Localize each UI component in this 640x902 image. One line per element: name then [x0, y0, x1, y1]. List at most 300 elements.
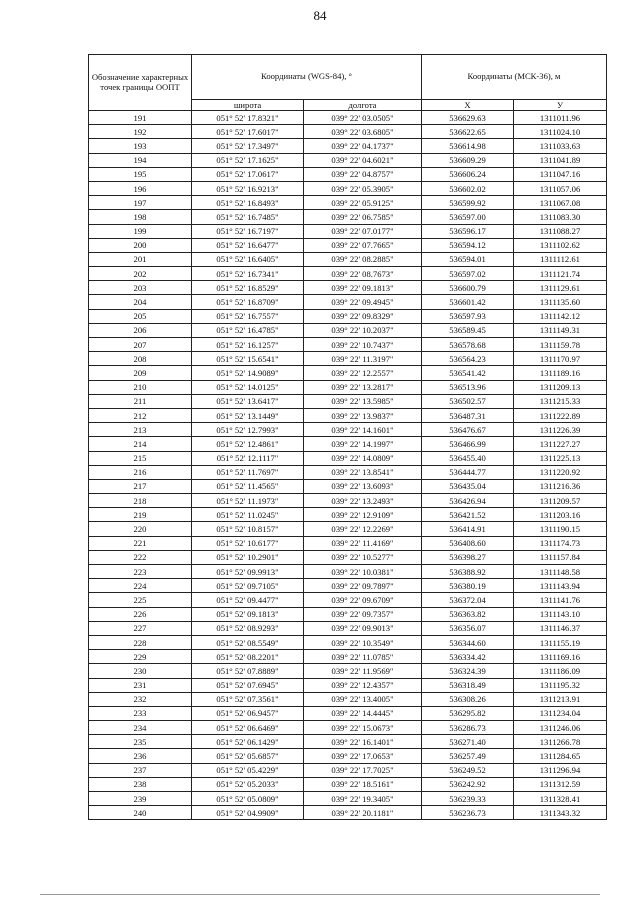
y-cell: 1311186.09 — [514, 664, 607, 678]
longitude-cell: 039° 22' 09.8329" — [304, 309, 422, 323]
y-cell: 1311189.16 — [514, 366, 607, 380]
x-cell: 536257.49 — [422, 749, 514, 763]
point-number-cell: 204 — [89, 295, 192, 309]
y-cell: 1311024.10 — [514, 125, 607, 139]
longitude-cell: 039° 22' 09.4945" — [304, 295, 422, 309]
longitude-cell: 039° 22' 09.1813" — [304, 281, 422, 295]
y-cell: 1311157.84 — [514, 550, 607, 564]
latitude-cell: 051° 52' 14.0125" — [192, 380, 304, 394]
point-number-cell: 202 — [89, 267, 192, 281]
point-number-cell: 207 — [89, 338, 192, 352]
x-cell: 536614.98 — [422, 139, 514, 153]
table-row — [89, 338, 607, 352]
x-cell: 536344.60 — [422, 635, 514, 649]
latitude-cell: 051° 52' 06.9457" — [192, 706, 304, 720]
point-number-cell: 201 — [89, 252, 192, 266]
table-row — [89, 522, 607, 536]
x-cell: 536629.63 — [422, 111, 514, 125]
longitude-cell: 039° 22' 19.3405" — [304, 792, 422, 806]
latitude-cell: 051° 52' 17.8321" — [192, 111, 304, 125]
x-cell: 536597.00 — [422, 210, 514, 224]
point-number-cell: 229 — [89, 650, 192, 664]
longitude-cell: 039° 22' 12.4357" — [304, 678, 422, 692]
header-wgs84: Координаты (WGS-84), ° — [192, 55, 422, 100]
table-row — [89, 565, 607, 579]
latitude-cell: 051° 52' 16.7341" — [192, 267, 304, 281]
latitude-cell: 051° 52' 04.9909" — [192, 806, 304, 820]
latitude-cell: 051° 52' 06.6469" — [192, 721, 304, 735]
table-row — [89, 295, 607, 309]
x-cell: 536502.57 — [422, 394, 514, 408]
y-cell: 1311312.59 — [514, 777, 607, 791]
x-cell: 536541.42 — [422, 366, 514, 380]
table-row — [89, 210, 607, 224]
y-cell: 1311141.76 — [514, 593, 607, 607]
latitude-cell: 051° 52' 11.4565" — [192, 479, 304, 493]
table-row — [89, 167, 607, 181]
x-cell: 536622.65 — [422, 125, 514, 139]
latitude-cell: 051° 52' 16.7557" — [192, 309, 304, 323]
x-cell: 536239.33 — [422, 792, 514, 806]
x-cell: 536487.31 — [422, 408, 514, 422]
y-cell: 1311222.89 — [514, 408, 607, 422]
latitude-cell: 051° 52' 08.5549" — [192, 635, 304, 649]
table-row — [89, 749, 607, 763]
y-cell: 1311226.39 — [514, 423, 607, 437]
subheader-latitude: широта — [192, 100, 304, 111]
longitude-cell: 039° 22' 13.2493" — [304, 494, 422, 508]
table-row — [89, 408, 607, 422]
longitude-cell: 039° 22' 14.4445" — [304, 706, 422, 720]
point-number-cell: 206 — [89, 323, 192, 337]
longitude-cell: 039° 22' 13.4005" — [304, 692, 422, 706]
x-cell: 536599.92 — [422, 196, 514, 210]
table-row — [89, 763, 607, 777]
page-bottom-divider — [40, 894, 600, 895]
point-number-cell: 226 — [89, 607, 192, 621]
x-cell: 536242.92 — [422, 777, 514, 791]
x-cell: 536398.27 — [422, 550, 514, 564]
latitude-cell: 051° 52' 11.0245" — [192, 508, 304, 522]
x-cell: 536318.49 — [422, 678, 514, 692]
longitude-cell: 039° 22' 17.0653" — [304, 749, 422, 763]
latitude-cell: 051° 52' 05.4229" — [192, 763, 304, 777]
longitude-cell: 039° 22' 08.7673" — [304, 267, 422, 281]
longitude-cell: 039° 22' 10.2037" — [304, 323, 422, 337]
latitude-cell: 051° 52' 16.1257" — [192, 338, 304, 352]
longitude-cell: 039° 22' 14.1601" — [304, 423, 422, 437]
y-cell: 1311190.15 — [514, 522, 607, 536]
point-number-cell: 199 — [89, 224, 192, 238]
table-row — [89, 664, 607, 678]
point-number-cell: 237 — [89, 763, 192, 777]
latitude-cell: 051° 52' 16.8529" — [192, 281, 304, 295]
x-cell: 536589.45 — [422, 323, 514, 337]
table-row — [89, 621, 607, 635]
point-number-cell: 232 — [89, 692, 192, 706]
point-number-cell: 238 — [89, 777, 192, 791]
y-cell: 1311213.91 — [514, 692, 607, 706]
x-cell: 536466.99 — [422, 437, 514, 451]
longitude-cell: 039° 22' 08.2885" — [304, 252, 422, 266]
longitude-cell: 039° 22' 15.0673" — [304, 721, 422, 735]
longitude-cell: 039° 22' 14.0809" — [304, 451, 422, 465]
y-cell: 1311227.27 — [514, 437, 607, 451]
table-row — [89, 423, 607, 437]
longitude-cell: 039° 22' 05.9125" — [304, 196, 422, 210]
table-row — [89, 494, 607, 508]
latitude-cell: 051° 52' 10.6177" — [192, 536, 304, 550]
y-cell: 1311155.19 — [514, 635, 607, 649]
point-number-cell: 224 — [89, 579, 192, 593]
point-number-cell: 216 — [89, 465, 192, 479]
longitude-cell: 039° 22' 03.0505" — [304, 111, 422, 125]
x-cell: 536249.52 — [422, 763, 514, 777]
y-cell: 1311296.94 — [514, 763, 607, 777]
point-number-cell: 194 — [89, 153, 192, 167]
point-number-cell: 213 — [89, 423, 192, 437]
x-cell: 536334.42 — [422, 650, 514, 664]
point-number-cell: 193 — [89, 139, 192, 153]
longitude-cell: 039° 22' 18.5161" — [304, 777, 422, 791]
point-number-cell: 223 — [89, 565, 192, 579]
point-number-cell: 221 — [89, 536, 192, 550]
table-row — [89, 181, 607, 195]
latitude-cell: 051° 52' 17.3497" — [192, 139, 304, 153]
y-cell: 1311225.13 — [514, 451, 607, 465]
x-cell: 536444.77 — [422, 465, 514, 479]
subheader-y: У — [514, 100, 607, 111]
longitude-cell: 039° 22' 12.9109" — [304, 508, 422, 522]
subheader-x: X — [422, 100, 514, 111]
y-cell: 1311135.60 — [514, 295, 607, 309]
x-cell: 536609.29 — [422, 153, 514, 167]
longitude-cell: 039° 22' 13.8541" — [304, 465, 422, 479]
table-row — [89, 238, 607, 252]
latitude-cell: 051° 52' 08.2201" — [192, 650, 304, 664]
x-cell: 536363.82 — [422, 607, 514, 621]
latitude-cell: 051° 52' 13.1449" — [192, 408, 304, 422]
y-cell: 1311129.61 — [514, 281, 607, 295]
point-number-cell: 192 — [89, 125, 192, 139]
y-cell: 1311159.78 — [514, 338, 607, 352]
point-number-cell: 210 — [89, 380, 192, 394]
longitude-cell: 039° 22' 04.6021" — [304, 153, 422, 167]
latitude-cell: 051° 52' 07.3561" — [192, 692, 304, 706]
point-number-cell: 217 — [89, 479, 192, 493]
latitude-cell: 051° 52' 16.7197" — [192, 224, 304, 238]
x-cell: 536372.04 — [422, 593, 514, 607]
y-cell: 1311057.06 — [514, 181, 607, 195]
table-row — [89, 451, 607, 465]
longitude-cell: 039° 22' 10.7437" — [304, 338, 422, 352]
longitude-cell: 039° 22' 10.3549" — [304, 635, 422, 649]
point-number-cell: 230 — [89, 664, 192, 678]
x-cell: 536421.52 — [422, 508, 514, 522]
x-cell: 536380.19 — [422, 579, 514, 593]
x-cell: 536236.73 — [422, 806, 514, 820]
table-row — [89, 479, 607, 493]
y-cell: 1311143.10 — [514, 607, 607, 621]
point-number-cell: 239 — [89, 792, 192, 806]
y-cell: 1311149.31 — [514, 323, 607, 337]
point-number-cell: 219 — [89, 508, 192, 522]
table-row — [89, 323, 607, 337]
latitude-cell: 051° 52' 16.8493" — [192, 196, 304, 210]
latitude-cell: 051° 52' 05.0809" — [192, 792, 304, 806]
table-row — [89, 806, 607, 820]
table-row — [89, 380, 607, 394]
point-number-cell: 220 — [89, 522, 192, 536]
point-number-cell: 196 — [89, 181, 192, 195]
longitude-cell: 039° 22' 10.0381" — [304, 565, 422, 579]
latitude-cell: 051° 52' 06.1429" — [192, 735, 304, 749]
table-row — [89, 593, 607, 607]
point-number-cell: 200 — [89, 238, 192, 252]
latitude-cell: 051° 52' 07.8889" — [192, 664, 304, 678]
table-row — [89, 139, 607, 153]
latitude-cell: 051° 52' 11.7697" — [192, 465, 304, 479]
point-number-cell: 203 — [89, 281, 192, 295]
x-cell: 536455.40 — [422, 451, 514, 465]
latitude-cell: 051° 52' 07.6945" — [192, 678, 304, 692]
point-number-cell: 231 — [89, 678, 192, 692]
y-cell: 1311067.08 — [514, 196, 607, 210]
latitude-cell: 051° 52' 16.6405" — [192, 252, 304, 266]
point-number-cell: 235 — [89, 735, 192, 749]
y-cell: 1311143.94 — [514, 579, 607, 593]
table-row — [89, 394, 607, 408]
longitude-cell: 039° 22' 11.3197" — [304, 352, 422, 366]
longitude-cell: 039° 22' 13.5985" — [304, 394, 422, 408]
x-cell: 536408.60 — [422, 536, 514, 550]
longitude-cell: 039° 22' 12.2269" — [304, 522, 422, 536]
longitude-cell: 039° 22' 04.8757" — [304, 167, 422, 181]
y-cell: 1311169.16 — [514, 650, 607, 664]
longitude-cell: 039° 22' 11.4169" — [304, 536, 422, 550]
table-row — [89, 224, 607, 238]
point-number-cell: 208 — [89, 352, 192, 366]
y-cell: 1311220.92 — [514, 465, 607, 479]
x-cell: 536476.67 — [422, 423, 514, 437]
y-cell: 1311328.41 — [514, 792, 607, 806]
coordinates-table — [88, 54, 607, 820]
point-number-cell: 197 — [89, 196, 192, 210]
latitude-cell: 051° 52' 05.2033" — [192, 777, 304, 791]
table-row — [89, 635, 607, 649]
point-number-cell: 236 — [89, 749, 192, 763]
y-cell: 1311033.63 — [514, 139, 607, 153]
point-number-cell: 234 — [89, 721, 192, 735]
x-cell: 536606.24 — [422, 167, 514, 181]
longitude-cell: 039° 22' 04.1737" — [304, 139, 422, 153]
header-designation: Обозначение характерных точек границы ООПТ — [89, 55, 192, 111]
y-cell: 1311146.37 — [514, 621, 607, 635]
longitude-cell: 039° 22' 11.9569" — [304, 664, 422, 678]
table-row — [89, 125, 607, 139]
point-number-cell: 240 — [89, 806, 192, 820]
y-cell: 1311216.36 — [514, 479, 607, 493]
table-row — [89, 678, 607, 692]
x-cell: 536601.42 — [422, 295, 514, 309]
y-cell: 1311209.13 — [514, 380, 607, 394]
point-number-cell: 212 — [89, 408, 192, 422]
x-cell: 536597.02 — [422, 267, 514, 281]
x-cell: 536356.07 — [422, 621, 514, 635]
point-number-cell: 233 — [89, 706, 192, 720]
x-cell: 536308.26 — [422, 692, 514, 706]
y-cell: 1311195.32 — [514, 678, 607, 692]
x-cell: 536594.12 — [422, 238, 514, 252]
longitude-cell: 039° 22' 16.1401" — [304, 735, 422, 749]
table-row — [89, 536, 607, 550]
longitude-cell: 039° 22' 14.1997" — [304, 437, 422, 451]
latitude-cell: 051° 52' 10.2901" — [192, 550, 304, 564]
x-cell: 536596.17 — [422, 224, 514, 238]
table-row — [89, 692, 607, 706]
y-cell: 1311083.30 — [514, 210, 607, 224]
latitude-cell: 051° 52' 16.9213" — [192, 181, 304, 195]
longitude-cell: 039° 22' 05.3905" — [304, 181, 422, 195]
longitude-cell: 039° 22' 09.7357" — [304, 607, 422, 621]
page-number: 84 — [313, 8, 327, 23]
table-row — [89, 437, 607, 451]
y-cell: 1311088.27 — [514, 224, 607, 238]
point-number-cell: 218 — [89, 494, 192, 508]
table-row — [89, 196, 607, 210]
longitude-cell: 039° 22' 07.0177" — [304, 224, 422, 238]
table-row — [89, 153, 607, 167]
latitude-cell: 051° 52' 16.7485" — [192, 210, 304, 224]
latitude-cell: 051° 52' 09.7105" — [192, 579, 304, 593]
latitude-cell: 051° 52' 05.6857" — [192, 749, 304, 763]
latitude-cell: 051° 52' 12.1117" — [192, 451, 304, 465]
longitude-cell: 039° 22' 13.6093" — [304, 479, 422, 493]
y-cell: 1311266.78 — [514, 735, 607, 749]
y-cell: 1311041.89 — [514, 153, 607, 167]
longitude-cell: 039° 22' 09.7897" — [304, 579, 422, 593]
table-row — [89, 252, 607, 266]
point-number-cell: 198 — [89, 210, 192, 224]
y-cell: 1311047.16 — [514, 167, 607, 181]
latitude-cell: 051° 52' 17.1625" — [192, 153, 304, 167]
y-cell: 1311174.73 — [514, 536, 607, 550]
latitude-cell: 051° 52' 13.6417" — [192, 394, 304, 408]
table-row — [89, 607, 607, 621]
table-row — [89, 465, 607, 479]
y-cell: 1311112.61 — [514, 252, 607, 266]
table-row — [89, 777, 607, 791]
longitude-cell: 039° 22' 11.0785" — [304, 650, 422, 664]
longitude-cell: 039° 22' 09.9013" — [304, 621, 422, 635]
table-row — [89, 508, 607, 522]
table-row — [89, 550, 607, 564]
point-number-cell: 215 — [89, 451, 192, 465]
latitude-cell: 051° 52' 16.6477" — [192, 238, 304, 252]
x-cell: 536564.23 — [422, 352, 514, 366]
y-cell: 1311102.62 — [514, 238, 607, 252]
longitude-cell: 039° 22' 03.6805" — [304, 125, 422, 139]
table-row — [89, 309, 607, 323]
table-row — [89, 579, 607, 593]
y-cell: 1311121.74 — [514, 267, 607, 281]
longitude-cell: 039° 22' 13.9837" — [304, 408, 422, 422]
x-cell: 536578.68 — [422, 338, 514, 352]
point-number-cell: 191 — [89, 111, 192, 125]
x-cell: 536600.79 — [422, 281, 514, 295]
y-cell: 1311142.12 — [514, 309, 607, 323]
latitude-cell: 051° 52' 12.4861" — [192, 437, 304, 451]
longitude-cell: 039° 22' 09.6709" — [304, 593, 422, 607]
longitude-cell: 039° 22' 10.5277" — [304, 550, 422, 564]
x-cell: 536388.92 — [422, 565, 514, 579]
y-cell: 1311234.04 — [514, 706, 607, 720]
latitude-cell: 051° 52' 09.1813" — [192, 607, 304, 621]
latitude-cell: 051° 52' 10.8157" — [192, 522, 304, 536]
y-cell: 1311343.32 — [514, 806, 607, 820]
latitude-cell: 051° 52' 17.0617" — [192, 167, 304, 181]
latitude-cell: 051° 52' 09.9913" — [192, 565, 304, 579]
table-row — [89, 111, 607, 125]
x-cell: 536271.40 — [422, 735, 514, 749]
latitude-cell: 051° 52' 16.8709" — [192, 295, 304, 309]
y-cell: 1311246.06 — [514, 721, 607, 735]
x-cell: 536324.39 — [422, 664, 514, 678]
y-cell: 1311170.97 — [514, 352, 607, 366]
point-number-cell: 205 — [89, 309, 192, 323]
y-cell: 1311011.96 — [514, 111, 607, 125]
table-row — [89, 721, 607, 735]
table-row — [89, 735, 607, 749]
subheader-longitude: долгота — [304, 100, 422, 111]
latitude-cell: 051° 52' 12.7993" — [192, 423, 304, 437]
longitude-cell: 039° 22' 17.7025" — [304, 763, 422, 777]
table-row — [89, 706, 607, 720]
table-row — [89, 267, 607, 281]
table-row — [89, 792, 607, 806]
y-cell: 1311203.16 — [514, 508, 607, 522]
y-cell: 1311209.57 — [514, 494, 607, 508]
header-msk36: Координаты (МСК-36), м — [422, 55, 607, 100]
x-cell: 536513.96 — [422, 380, 514, 394]
latitude-cell: 051° 52' 09.4477" — [192, 593, 304, 607]
y-cell: 1311284.65 — [514, 749, 607, 763]
point-number-cell: 211 — [89, 394, 192, 408]
x-cell: 536602.02 — [422, 181, 514, 195]
y-cell: 1311148.58 — [514, 565, 607, 579]
x-cell: 536594.01 — [422, 252, 514, 266]
latitude-cell: 051° 52' 08.9293" — [192, 621, 304, 635]
table-body — [89, 111, 607, 820]
x-cell: 536295.82 — [422, 706, 514, 720]
x-cell: 536435.04 — [422, 479, 514, 493]
longitude-cell: 039° 22' 20.1181" — [304, 806, 422, 820]
latitude-cell: 051° 52' 17.6017" — [192, 125, 304, 139]
latitude-cell: 051° 52' 11.1973" — [192, 494, 304, 508]
table-row — [89, 366, 607, 380]
latitude-cell: 051° 52' 14.9089" — [192, 366, 304, 380]
x-cell: 536597.93 — [422, 309, 514, 323]
point-number-cell: 209 — [89, 366, 192, 380]
table-row — [89, 650, 607, 664]
longitude-cell: 039° 22' 13.2817" — [304, 380, 422, 394]
table-row — [89, 352, 607, 366]
latitude-cell: 051° 52' 15.6541" — [192, 352, 304, 366]
longitude-cell: 039° 22' 12.2557" — [304, 366, 422, 380]
point-number-cell: 214 — [89, 437, 192, 451]
x-cell: 536426.94 — [422, 494, 514, 508]
latitude-cell: 051° 52' 16.4785" — [192, 323, 304, 337]
